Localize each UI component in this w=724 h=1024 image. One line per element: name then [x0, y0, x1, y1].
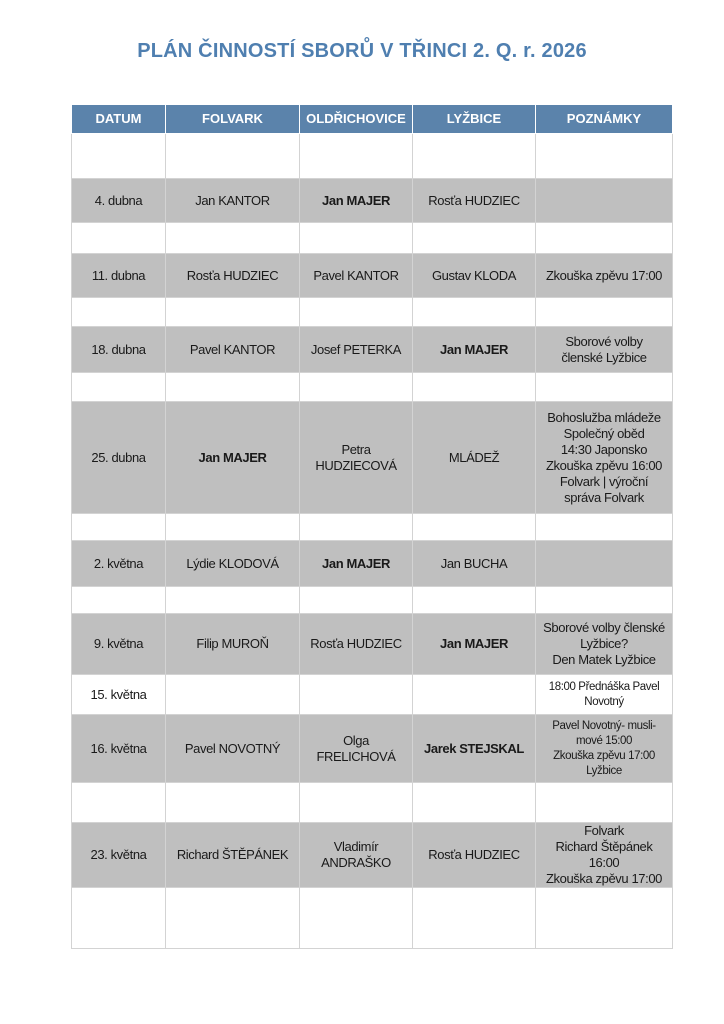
- lyzbice-cell: Jarek STEJSKAL: [413, 715, 536, 783]
- date-cell: 11. dubna: [72, 254, 166, 298]
- date-cell: 25. dubna: [72, 402, 166, 514]
- note-cell: Sborové volby členské Lyžbice: [536, 327, 673, 373]
- table-row: [72, 715, 673, 783]
- oldrichovice-cell: Olga FRELICHOVÁ: [300, 715, 413, 783]
- spacer-row: [72, 223, 673, 254]
- note-cell: Zkouška zpěvu 17:00: [536, 254, 673, 298]
- table-row: [72, 327, 673, 373]
- lyzbice-cell: Rosťa HUDZIEC: [413, 179, 536, 223]
- spacer-row: [72, 373, 673, 402]
- table-row: [72, 823, 673, 888]
- date-cell: 2. května: [72, 541, 166, 587]
- folvark-cell: Jan MAJER: [166, 402, 300, 514]
- table-row: [72, 675, 673, 715]
- date-cell: 18. dubna: [72, 327, 166, 373]
- lyzbice-cell: Rosťa HUDZIEC: [413, 823, 536, 888]
- oldrichovice-cell: Petra HUDZIECOVÁ: [300, 402, 413, 514]
- lyzbice-cell: Jan MAJER: [413, 327, 536, 373]
- header-oldrichovice: OLDŘICHOVICE: [300, 105, 413, 134]
- table-row: [72, 614, 673, 675]
- header-poznamky: POZNÁMKY: [536, 105, 673, 134]
- lyzbice-cell: Gustav KLODA: [413, 254, 536, 298]
- lyzbice-cell: MLÁDEŽ: [413, 402, 536, 514]
- note-cell: [536, 179, 673, 223]
- folvark-cell: [166, 675, 300, 715]
- header-datum: DATUM: [72, 105, 166, 134]
- header-folvark: FOLVARK: [166, 105, 300, 134]
- header-lyzbice: LYŽBICE: [413, 105, 536, 134]
- date-cell: 9. května: [72, 614, 166, 675]
- schedule-table: [71, 104, 673, 949]
- date-cell: 4. dubna: [72, 179, 166, 223]
- note-cell: Bohoslužba mládeže Společný oběd 14:30 Japonsko Zkouška zpěvu 16:00 Folvark | výroční správa Folvark: [536, 402, 673, 514]
- table-row: [72, 254, 673, 298]
- spacer-row: [72, 298, 673, 327]
- table-row: [72, 541, 673, 587]
- folvark-cell: Filip MUROŇ: [166, 614, 300, 675]
- spacer-row: [72, 888, 673, 949]
- date-cell: 15. května: [72, 675, 166, 715]
- note-cell: 18:00 Přednáška Pavel Novotný: [536, 675, 673, 715]
- oldrichovice-cell: Vladimír ANDRAŠKO: [300, 823, 413, 888]
- note-cell: Sborové volby členské Lyžbice? Den Matek Lyžbice: [536, 614, 673, 675]
- table-row: [72, 179, 673, 223]
- lyzbice-cell: [413, 675, 536, 715]
- spacer-row: [72, 134, 673, 179]
- date-cell: 23. května: [72, 823, 166, 888]
- oldrichovice-cell: Pavel KANTOR: [300, 254, 413, 298]
- page-title: PLÁN ČINNOSTÍ SBORŮ V TŘINCI 2. Q. r. 2026: [137, 40, 587, 62]
- spacer-row: [72, 514, 673, 541]
- table-row: [72, 402, 673, 514]
- spacer-row: [72, 783, 673, 823]
- lyzbice-cell: Jan MAJER: [413, 614, 536, 675]
- oldrichovice-cell: Josef PETERKA: [300, 327, 413, 373]
- folvark-cell: Pavel NOVOTNÝ: [166, 715, 300, 783]
- folvark-cell: Jan KANTOR: [166, 179, 300, 223]
- oldrichovice-cell: Jan MAJER: [300, 179, 413, 223]
- folvark-cell: Rosťa HUDZIEC: [166, 254, 300, 298]
- header-row: [72, 105, 673, 134]
- note-cell: Folvark Richard Štěpánek 16:00 Zkouška zpěvu 17:00: [536, 823, 673, 888]
- oldrichovice-cell: Jan MAJER: [300, 541, 413, 587]
- folvark-cell: Pavel KANTOR: [166, 327, 300, 373]
- oldrichovice-cell: [300, 675, 413, 715]
- folvark-cell: Richard ŠTĚPÁNEK: [166, 823, 300, 888]
- note-cell: Pavel Novotný- musli- mové 15:00 Zkouška zpěvu 17:00 Lyžbice: [536, 715, 673, 783]
- note-cell: [536, 541, 673, 587]
- oldrichovice-cell: Rosťa HUDZIEC: [300, 614, 413, 675]
- spacer-row: [72, 587, 673, 614]
- folvark-cell: Lýdie KLODOVÁ: [166, 541, 300, 587]
- date-cell: 16. května: [72, 715, 166, 783]
- lyzbice-cell: Jan BUCHA: [413, 541, 536, 587]
